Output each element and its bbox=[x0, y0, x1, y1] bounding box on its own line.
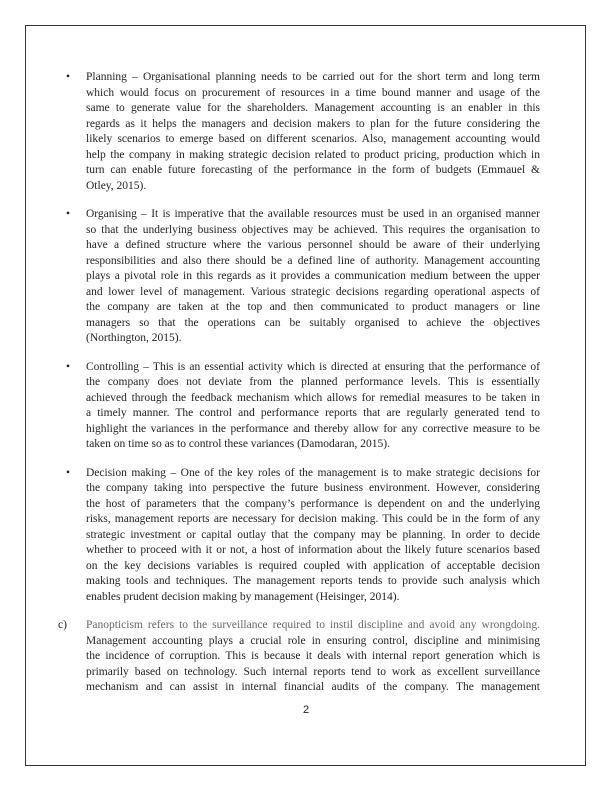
text-line: strategic investment or capital outlay that the company may be planning. In order to decide bbox=[86, 528, 540, 541]
text-line: risks, management reports are necessary for decision making. This could be in the form of any bbox=[86, 513, 540, 525]
text-line: same to generate value for the shareholders. Management accounting is an enabler in this bbox=[86, 102, 540, 114]
text-line: Otley, 2015). bbox=[86, 179, 147, 192]
text-line: so that the underlying business objectives may be achieved. This requires the organisation to bbox=[86, 223, 540, 236]
text-line: help the company in making strategic decision related to product pricing, production which in bbox=[86, 148, 540, 161]
bullet-paragraph bbox=[66, 70, 540, 194]
text-line: regards as it helps the managers and decision makers to plan for the future considering the bbox=[86, 117, 540, 130]
text-line: mechanism and can assist in internal financial audits of the company. The management bbox=[86, 681, 540, 693]
text-line: Management accounting plays a crucial role in ensuring control, discipline and minimising bbox=[86, 634, 540, 647]
text-line: Decision making – One of the key roles of the management is to make strategic decisions for bbox=[86, 466, 540, 479]
text-line: enables prudent decision making by management (Heisinger, 2014). bbox=[86, 590, 400, 603]
text-line: and lower level of management. Various strategic decisions regarding operational aspects of bbox=[86, 285, 540, 298]
page-number: 2 bbox=[302, 704, 310, 716]
text-line: responsibilities and also there should be a defined line of authority. Management accounting bbox=[86, 254, 540, 267]
list-marker: • bbox=[66, 360, 71, 373]
bullet-paragraph bbox=[66, 360, 540, 453]
bullet-paragraph bbox=[66, 207, 540, 347]
text-line: plays a pivotal role in this regards as it provides a communication medium between the upper bbox=[86, 270, 540, 282]
text-line: the host of parameters that the company’s performance is dependent on and the underlying bbox=[86, 497, 540, 510]
lettered-paragraph bbox=[58, 618, 540, 696]
text-line: the incidence of corruption. This is because it deals with internal report generation which is bbox=[86, 650, 540, 662]
text-line: have a defined structure where the various personnel should be aware of their underlying bbox=[86, 239, 540, 251]
bullet-paragraph bbox=[66, 466, 540, 606]
document-body bbox=[58, 70, 540, 709]
text-line: likely scenarios to emerge based on different scenarios. Also, management accounting would bbox=[86, 133, 540, 145]
text-line: primarily based on technology. Such internal reports tend to work as excellent surveillance bbox=[86, 665, 540, 678]
text-line: Controlling – This is an essential activity which is directed at ensuring that the performance of bbox=[86, 360, 540, 373]
text-line: highlight the variances in the performance and thereby allow for any corrective measure to be bbox=[86, 422, 540, 435]
text-line: managers so that the operations can be suitably organised to achieve the objectives bbox=[86, 316, 540, 329]
text-line: the company does not deviate from the planned performance levels. This is essentially bbox=[86, 376, 540, 388]
text-line: Organising – It is imperative that the available resources must be used in an organised manner bbox=[86, 208, 540, 220]
text-line: Planning – Organisational planning needs to be carried out for the short term and long term bbox=[86, 71, 540, 83]
text-line: achieved through the feedback mechanism which allows for remedial measures to be taken in bbox=[86, 391, 540, 404]
list-marker: • bbox=[66, 208, 71, 220]
text-line: turn can enable future forecasting of the performance in the form of budgets (Emmauel & bbox=[86, 164, 540, 176]
text-line: making tools and techniques. The management reports tends to provide such analysis which bbox=[86, 575, 540, 587]
text-line: the company are taken at the top and then communicated to product managers or line bbox=[86, 301, 540, 313]
list-marker: • bbox=[66, 71, 71, 83]
text-line: whether to proceed with it or not, a host of information about the likely future scenarios based bbox=[86, 544, 540, 556]
text-line: (Northington, 2015). bbox=[86, 332, 182, 344]
list-marker: • bbox=[66, 466, 71, 479]
list-marker: c) bbox=[58, 619, 67, 631]
text-line: on the key decisions variables is required coupled with application of acceptable decision bbox=[86, 559, 540, 572]
text-line: the company taking into perspective the future business environment. However, considering bbox=[86, 482, 540, 494]
text-line: taken on time so as to control these variances (Damodaran, 2015). bbox=[86, 438, 391, 450]
text-line: which would focus on procurement of resources in a time bound manner and usage of the bbox=[86, 86, 540, 99]
text-line: a timely manner. The control and performance reports that are regularly generated tend to bbox=[86, 407, 540, 419]
text-line: Panopticism refers to the surveillance required to instil discipline and avoid any wrongdoing. bbox=[86, 619, 540, 631]
